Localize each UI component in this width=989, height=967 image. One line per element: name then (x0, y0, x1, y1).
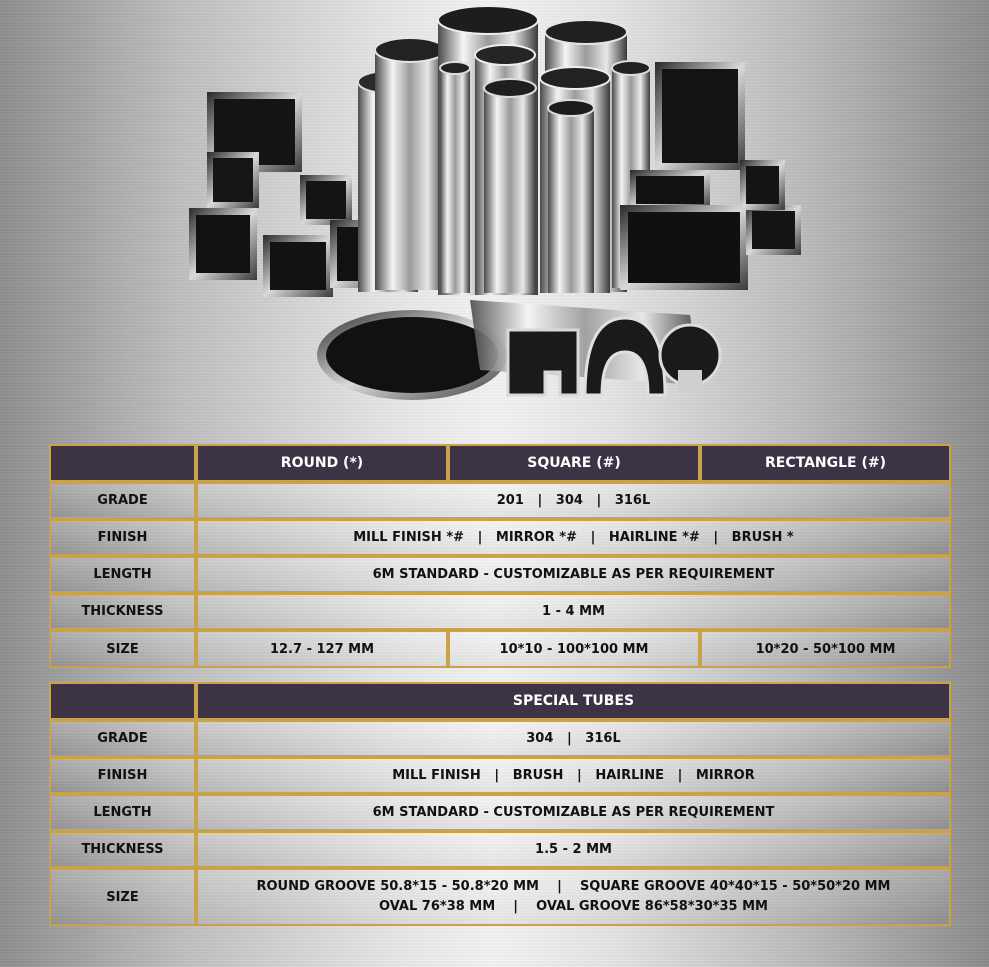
round-tubes-center (358, 6, 650, 295)
row-label-grade: GRADE (49, 720, 196, 757)
table-row (49, 593, 951, 630)
size-line-2: OVAL 76*38 MM | OVAL GROOVE 86*58*30*35 MM (379, 899, 768, 914)
row-label-length: LENGTH (49, 556, 196, 593)
table-header-row (49, 444, 951, 482)
row-label-size: SIZE (49, 630, 196, 668)
table-row (49, 556, 951, 593)
row-label-size: SIZE (49, 868, 196, 926)
finish-value: MILL FINISH *# | MIRROR *# | HAIRLINE *# | BRUSH * (196, 519, 951, 556)
length-value: 6M STANDARD - CUSTOMIZABLE AS PER REQUIREMENT (196, 556, 951, 593)
standard-tubes-spec-table (49, 444, 951, 668)
table-row (49, 720, 951, 757)
thickness-value: 1.5 - 2 MM (196, 831, 951, 868)
grade-value: 304 | 316L (196, 720, 951, 757)
table-row (49, 482, 951, 519)
header-empty-cell (49, 444, 196, 482)
table-row (49, 794, 951, 831)
grade-value: 201 | 304 | 316L (196, 482, 951, 519)
size-line-1: ROUND GROOVE 50.8*15 - 50.8*20 MM | SQUARE GROOVE 40*40*15 - 50*50*20 MM (256, 879, 891, 894)
row-label-finish: FINISH (49, 757, 196, 794)
oval-and-groove-tubes (317, 300, 720, 400)
header-rectangle: RECTANGLE (#) (700, 444, 951, 482)
table-row (49, 757, 951, 794)
row-label-thickness: THICKNESS (49, 593, 196, 630)
table-row (49, 868, 951, 926)
table-row (49, 519, 951, 556)
row-label-grade: GRADE (49, 482, 196, 519)
table-header-row (49, 682, 951, 720)
steel-tubes-product-image (0, 0, 989, 430)
header-special-tubes: SPECIAL TUBES (196, 682, 951, 720)
size-rectangle-value: 10*20 - 50*100 MM (700, 630, 951, 668)
table-row (49, 831, 951, 868)
size-square-value: 10*10 - 100*100 MM (448, 630, 700, 668)
special-tubes-spec-table (49, 682, 951, 926)
header-empty-cell (49, 682, 196, 720)
finish-value: MILL FINISH | BRUSH | HAIRLINE | MIRROR (196, 757, 951, 794)
row-label-finish: FINISH (49, 519, 196, 556)
row-label-thickness: THICKNESS (49, 831, 196, 868)
header-square: SQUARE (#) (448, 444, 700, 482)
size-value (196, 868, 951, 926)
header-round: ROUND (*) (196, 444, 448, 482)
row-label-length: LENGTH (49, 794, 196, 831)
length-value: 6M STANDARD - CUSTOMIZABLE AS PER REQUIREMENT (196, 794, 951, 831)
size-round-value: 12.7 - 127 MM (196, 630, 448, 668)
table-row (49, 630, 951, 668)
thickness-value: 1 - 4 MM (196, 593, 951, 630)
